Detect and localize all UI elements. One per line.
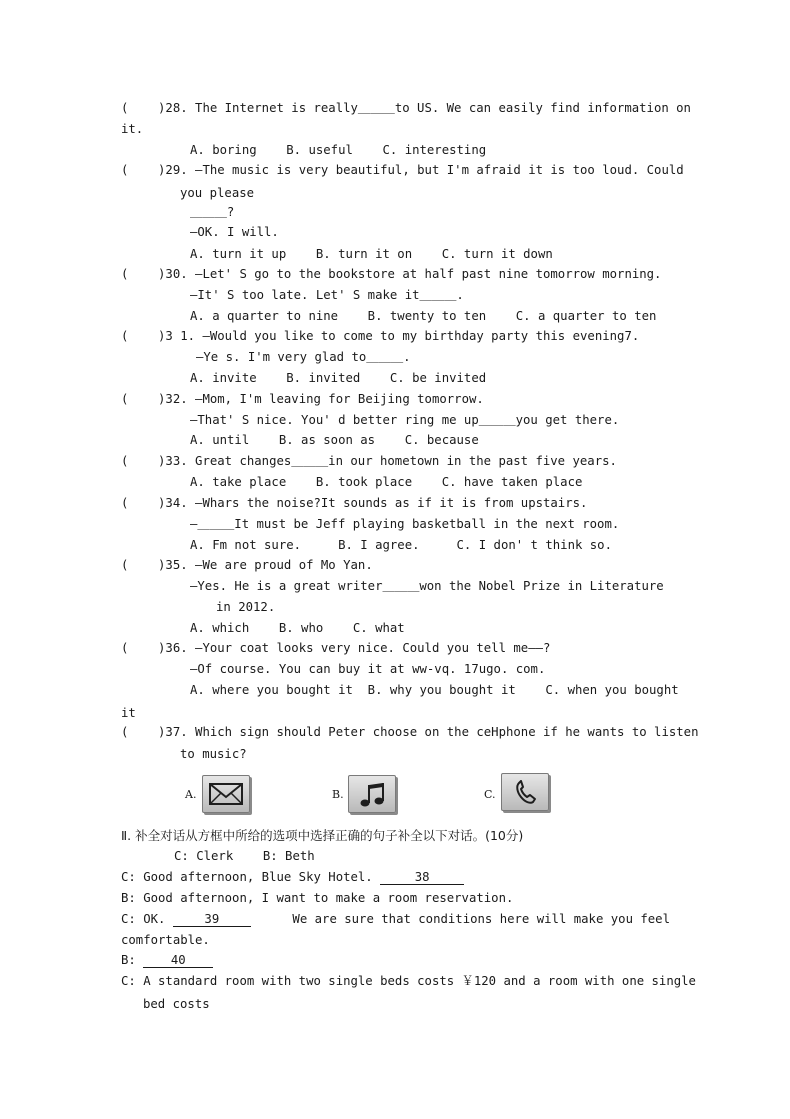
- q37-stem: Which sign should Peter choose on the ceHphone if he wants to listen: [187, 725, 699, 739]
- question-34: [121, 495, 587, 511]
- q36-continuation: it: [121, 706, 136, 720]
- telephone-icon: [501, 773, 549, 811]
- dialogue-line-2: B: Good afternoon, I want to make a room reservation.: [121, 891, 514, 905]
- q30-reply: —It' S too late. Let' S make it＿＿＿.: [190, 288, 464, 302]
- q29-continuation: you please: [180, 186, 255, 200]
- q37-option-b-label: B.: [332, 788, 344, 801]
- q37-option-c-label: C.: [484, 788, 496, 801]
- blank-39: 39: [173, 912, 251, 927]
- dialogue-line-4: [121, 952, 213, 968]
- q31-number: ( )3 1.: [121, 329, 196, 343]
- question-30: [121, 266, 661, 282]
- q36-options: A. where you bought it B. why you bought it C. when you bought: [190, 683, 679, 697]
- question-35: [121, 557, 373, 573]
- q32-reply: —That' S nice. You' d better ring me up＿＿＿you get there.: [190, 413, 620, 427]
- blank-38: 38: [380, 870, 464, 885]
- dialogue-line-3-continuation: comfortable.: [121, 933, 210, 947]
- question-28: [121, 100, 691, 116]
- q29-number: ( )29.: [121, 163, 188, 177]
- q35-reply: —Yes. He is a great writer＿＿＿won the Nobel Prize in Literature: [190, 579, 664, 593]
- q32-stem: —Mom, I'm leaving for Beijing tomorrow.: [187, 392, 484, 406]
- q30-stem: —Let' S go to the bookstore at half past nine tomorrow morning.: [187, 267, 662, 281]
- q35-options: A. which B. who C. what: [190, 621, 405, 635]
- dialogue-line-3-text-a: C: OK.: [121, 912, 173, 926]
- q31-stem: —Would you like to come to my birthday party this evening7.: [195, 329, 640, 343]
- q34-stem: —Whars the noise?It sounds as if it is from upstairs.: [187, 496, 588, 510]
- q28-blank: ＿＿＿: [357, 101, 395, 115]
- q37-number: ( )37.: [121, 725, 188, 739]
- q33-stem: Great changes＿＿＿in our hometown in the past five years.: [187, 454, 617, 468]
- q28-continuation: it.: [121, 122, 144, 136]
- q29-options: A. turn it up B. turn it on C. turn it down: [190, 247, 553, 261]
- q30-number: ( )30.: [121, 267, 188, 281]
- q31-reply: —Ye s. I'm very glad to＿＿＿.: [196, 350, 411, 364]
- q34-number: ( )34.: [121, 496, 188, 510]
- q29-blank-line: ＿＿＿?: [190, 205, 235, 219]
- blank-40: 40: [143, 953, 213, 968]
- section-2-roles: C: Clerk B: Beth: [174, 849, 315, 863]
- dialogue-line-1: [121, 869, 464, 885]
- question-31: [121, 328, 639, 344]
- q34-reply: —＿＿＿It must be Jeff playing basketball in the next room.: [190, 517, 620, 531]
- q33-options: A. take place B. took place C. have taken place: [190, 475, 583, 489]
- music-note-icon: [348, 775, 396, 813]
- q32-options: A. until B. as soon as C. because: [190, 433, 479, 447]
- q28-number: ( )28.: [121, 101, 188, 115]
- question-32: [121, 391, 484, 407]
- q35-reply-continuation: in 2012.: [216, 600, 276, 614]
- dialogue-line-5-continuation: bed costs: [143, 997, 210, 1011]
- dialogue-line-3: [121, 911, 670, 927]
- q28-stem-a: The Internet is really: [187, 101, 358, 115]
- q29-reply: —OK. I will.: [190, 225, 279, 239]
- q32-number: ( )32.: [121, 392, 188, 406]
- dialogue-line-5: C: A standard room with two single beds costs ￥120 and a room with one single: [121, 974, 696, 988]
- q36-reply: —Of course. You can buy it at ww-vq. 17ugo. com.: [190, 662, 546, 676]
- section-2-title: Ⅱ. 补全对话从方框中所给的选项中选择正确的句子补全以下对话。(10分): [121, 828, 524, 843]
- q30-options: A. a quarter to nine B. twenty to ten C. a quarter to ten: [190, 309, 657, 323]
- q28-stem-b: to US. We can easily find information on: [394, 101, 691, 115]
- q37-option-a-label: A.: [185, 788, 197, 801]
- q37-continuation: to music?: [180, 747, 247, 761]
- question-36: [121, 640, 550, 656]
- question-37: [121, 724, 698, 740]
- q33-number: ( )33.: [121, 454, 188, 468]
- q29-stem: —The music is very beautiful, but I'm afraid it is too loud. Could: [187, 163, 684, 177]
- q35-number: ( )35.: [121, 558, 188, 572]
- dialogue-line-3-text-b: We are sure that conditions here will make you feel: [292, 912, 670, 926]
- q34-options: A. Fm not sure. B. I agree. C. I don' t think so.: [190, 538, 612, 552]
- dialogue-line-1-text: C: Good afternoon, Blue Sky Hotel.: [121, 870, 381, 884]
- q36-number: ( )36.: [121, 641, 188, 655]
- q35-stem: —We are proud of Mo Yan.: [187, 558, 373, 572]
- dialogue-line-3-prefix: [121, 911, 251, 927]
- envelope-icon: [202, 775, 250, 813]
- question-29: [121, 162, 684, 178]
- question-33: [121, 453, 617, 469]
- q36-stem: —Your coat looks very nice. Could you tell me——?: [187, 641, 551, 655]
- dialogue-line-4-text: B:: [121, 953, 144, 967]
- q28-options: A. boring B. useful C. interesting: [190, 143, 487, 157]
- q31-options: A. invite B. invited C. be invited: [190, 371, 487, 385]
